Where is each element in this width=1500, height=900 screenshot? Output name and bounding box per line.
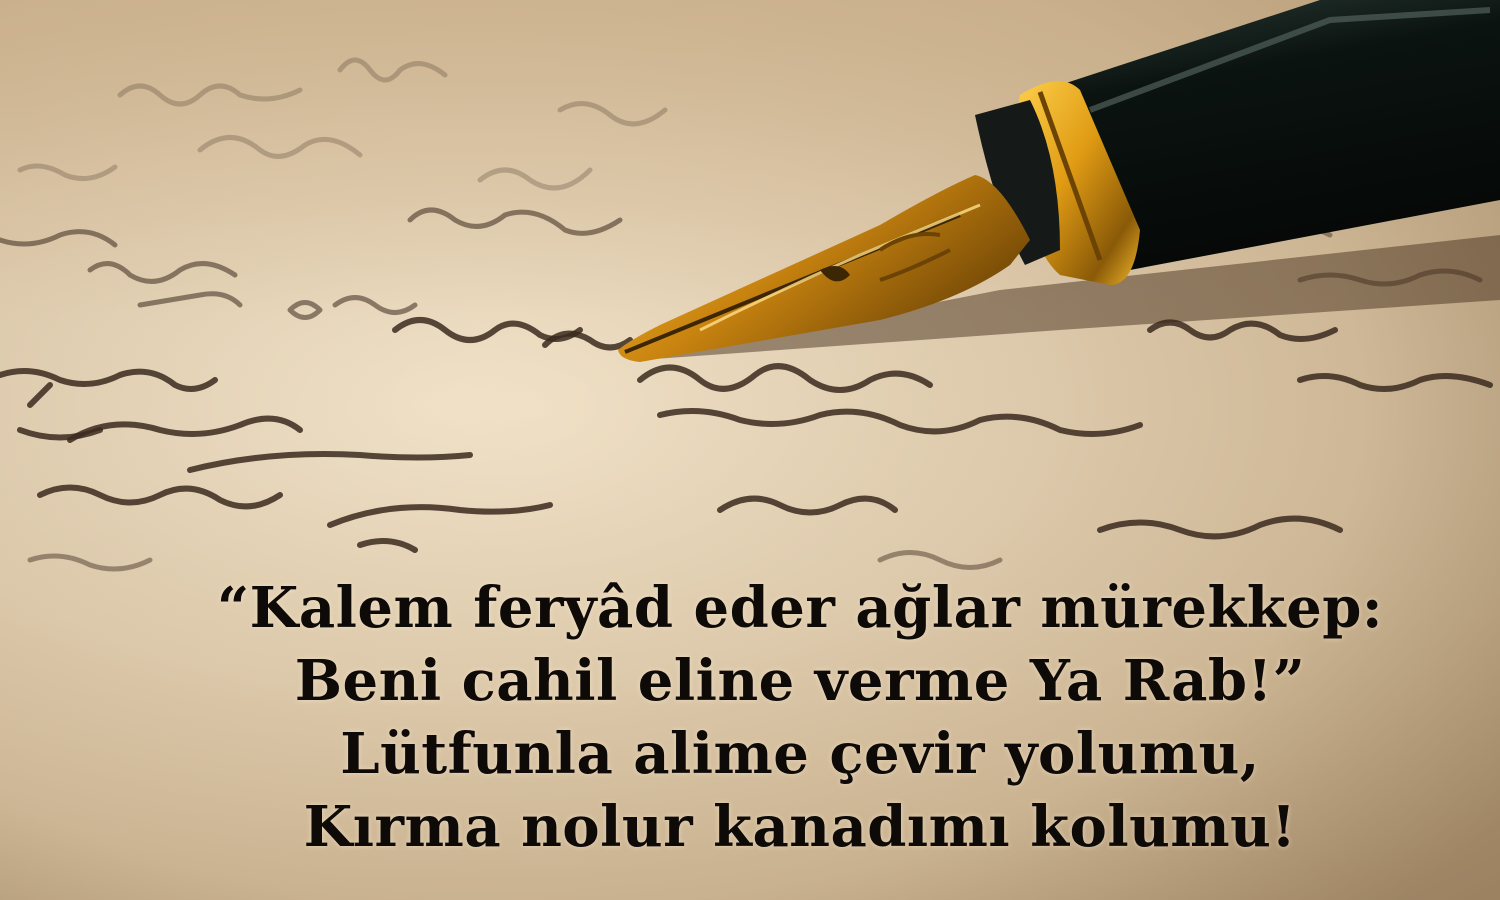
- quote-line-4: Kırma nolur kanadımı kolumu!: [303, 794, 1297, 860]
- quote-line-1: “Kalem feryâd eder ağlar mürekkep:: [216, 575, 1384, 641]
- quote-line-3: Lütfunla alime çevir yolumu,: [340, 721, 1260, 787]
- quote-text-block: [140, 572, 1460, 864]
- quote-line-2: Beni cahil eline verme Ya Rab!”: [294, 648, 1306, 714]
